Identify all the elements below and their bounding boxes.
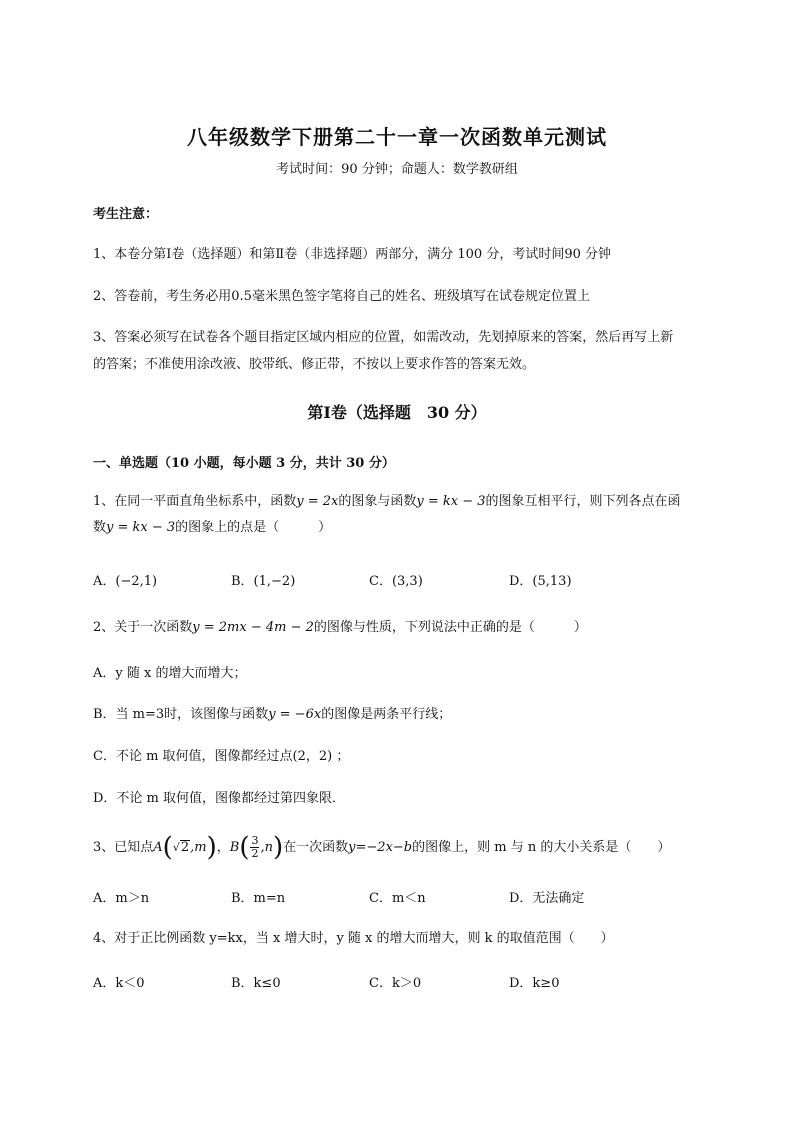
q3-point-b-rest: ,n: [260, 840, 273, 855]
q3-option-c[interactable]: C．m＜n: [369, 891, 426, 906]
q1-formula-1: y = 2x: [296, 494, 339, 509]
q3-option-b[interactable]: B．m=n: [231, 891, 286, 906]
q1-formula-2: y = kx − 3: [416, 494, 486, 509]
q3-point-b-fraction: [250, 835, 259, 860]
q2-option-c[interactable]: C．不论 m 取何值，图像都经过点(2，2) ；: [93, 749, 350, 764]
q3-text-b: 在一次函数: [283, 840, 349, 855]
q4-option-a[interactable]: A．k＜0: [93, 976, 145, 991]
q4-option-b[interactable]: B．k≤0: [231, 976, 281, 991]
question-3: 3、已知点A(√2,m)，B( $\frac{3}{2}$ ,n)在一次函数y=−2x−b的图像上，则 m 与 n 的大小关系是（ ）: [93, 832, 671, 863]
notice-heading: 考生注意：: [93, 207, 159, 222]
q1-text-e: 的图象上的点是（ ）: [175, 520, 332, 535]
notice-item-3-cont: 的答案；不准使用涂改液、胶带纸、修正带，不按以上要求作答的答案无效。: [93, 357, 536, 372]
q2-option-d[interactable]: D．不论 m 取何值，图像都经过第四象限．: [93, 791, 346, 806]
question-2: [93, 618, 587, 638]
q2-formula-1: y = 2mx − 4m − 2: [192, 620, 314, 635]
q2-option-b-text-2: 的图像是两条平行线；: [321, 707, 452, 722]
q1-option-c[interactable]: C．(3,3): [369, 574, 423, 589]
q1-formula-3: y = kx − 3: [106, 520, 176, 535]
q3-text-a: 3、已知点: [93, 840, 154, 855]
q3-formula: y=−2x−b: [348, 840, 413, 855]
q1-text-a: 1、在同一平面直角坐标系中，函数: [93, 494, 297, 509]
q3-point-a-label: A: [153, 840, 163, 855]
q1-text-c: 的图象互相平行，则下列各点在函: [485, 494, 681, 509]
q2-option-b-text-1: B．当 m=3时，该图像与函数: [93, 707, 269, 722]
q3-option-a[interactable]: A．m＞n: [93, 891, 150, 906]
q1-option-d[interactable]: D．(5,13): [509, 574, 572, 589]
q3-point-b-num: 3: [251, 834, 259, 847]
question-1-line-2: [93, 518, 331, 538]
q2-option-b[interactable]: [93, 703, 451, 722]
q3-point-a-sqrt: 2: [180, 840, 190, 855]
exam-subtitle: 考试时间：90 分钟；命题人：数学教研组: [276, 162, 518, 177]
q3-point-b-label: B: [229, 840, 240, 855]
q3-sep: ，: [216, 840, 230, 855]
part-heading: 一、单选题（10 小题，每小题 3 分，共计 30 分）: [93, 456, 395, 471]
q2-text-a: 2、关于一次函数: [93, 620, 193, 635]
notice-item-3: 3、答案必须写在试卷各个题目指定区域内相应的位置，如需改动，先划掉原来的答案，然后再写上新: [93, 330, 674, 345]
q2-option-a[interactable]: A．y 随 x 的增大而增大；: [93, 666, 247, 681]
notice-item-1: 1、本卷分第Ⅰ卷（选择题）和第Ⅱ卷（非选择题）两部分，满分 100 分，考试时间90 分钟: [93, 247, 611, 262]
q3-text-c: 的图像上，则 m 与 n 的大小关系是（ ）: [412, 840, 671, 855]
q3-point-a-rest: ,m: [190, 840, 207, 855]
q4-option-d[interactable]: D．k≥0: [509, 976, 560, 991]
question-4: 4、对于正比例函数 y=kx，当 x 增大时，y 随 x 的增大而增大，则 k 的取值范围（ ）: [93, 931, 614, 946]
page-title: 八年级数学下册第二十一章一次函数单元测试: [187, 125, 607, 149]
q2-text-b: 的图像与性质，下列说法中正确的是（ ）: [313, 620, 587, 635]
q1-text-b: 的图象与函数: [338, 494, 417, 509]
q3-option-d[interactable]: D．无法确定: [509, 891, 585, 906]
question-1: [93, 492, 681, 512]
section-title: 第Ⅰ卷（选择题 30 分）: [307, 403, 487, 422]
q3-point-b-den: 2: [251, 847, 259, 860]
q4-option-c[interactable]: C．k＞0: [369, 976, 422, 991]
q1-text-d: 数: [93, 520, 107, 535]
notice-item-2: 2、答卷前，考生务必用0.5毫米黑色签字笔将自己的姓名、班级填写在试卷规定位置上: [93, 289, 590, 304]
q2-option-b-formula: y = −6x: [268, 707, 322, 722]
q1-option-b[interactable]: B．(1,−2): [231, 574, 296, 589]
q1-option-a[interactable]: A．(−2,1): [93, 574, 158, 589]
